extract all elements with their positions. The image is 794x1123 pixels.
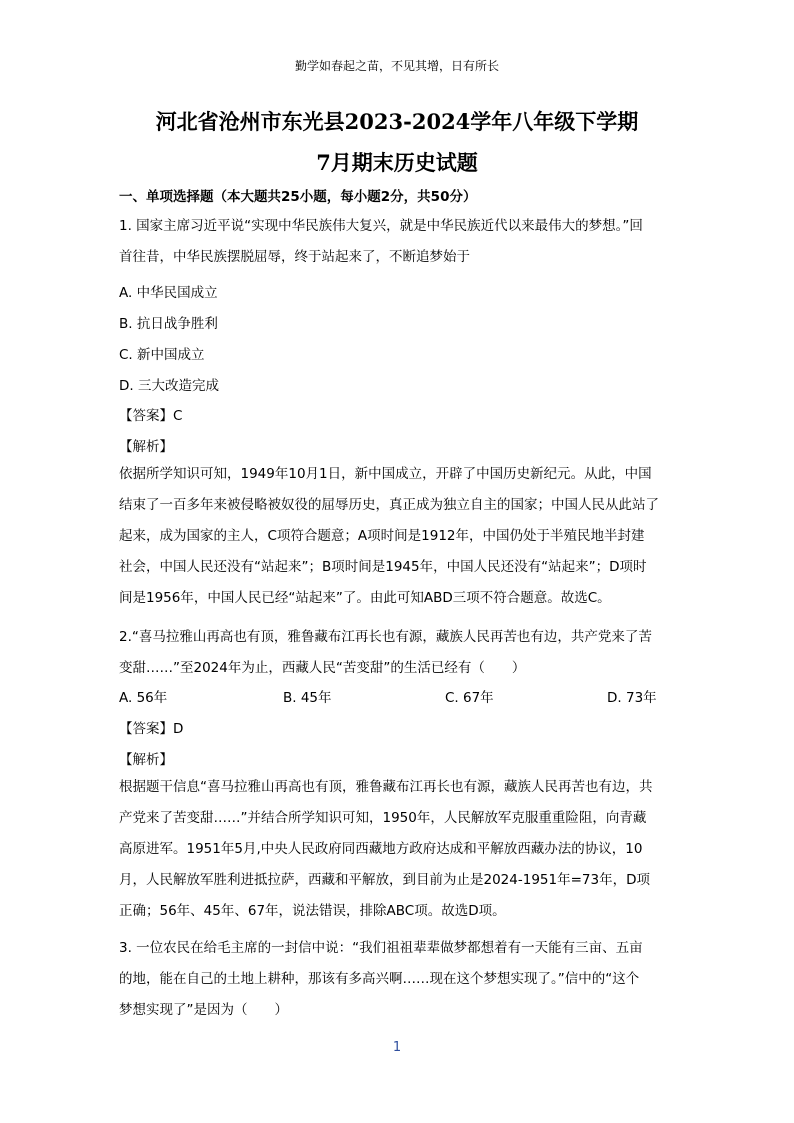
- question-3-stem-line: 的地，能在自己的土地上耕种，那该有多高兴啊……现在这个梦想实现了。”信中的“这个: [119, 971, 640, 987]
- question-3-stem-line: 3. 一位农民在给毛主席的一封信中说：“我们祖祖辈辈做梦都想着有一天能有三亩、五亩: [119, 940, 643, 956]
- question-3-stem-line: 梦想实现了”是因为（ ）: [119, 1002, 288, 1018]
- analysis-line: 根据题干信息“喜马拉雅山再高也有顶，雅鲁藏布江再长也有源，藏族人民再苦也有边，共: [119, 779, 653, 795]
- analysis-line: 高原进军。1951年5月,中央人民政府同西藏地方政府达成和平解放西藏办法的协议，10: [119, 841, 643, 857]
- question-1-option-b: B. 抗日战争胜利: [119, 316, 218, 332]
- analysis-line: 社会，中国人民还没有“站起来”；B项时间是1945年，中国人民还没有“站起来”；D项时: [119, 559, 647, 575]
- question-1-stem-line: 首往昔，中华民族摆脱屈辱，终于站起来了，不断追梦始于: [119, 249, 470, 265]
- question-1-stem: [119, 211, 679, 273]
- page-header-motto: 勤学如春起之苗，不见其增，日有所长: [294, 59, 499, 73]
- question-2-stem: [119, 622, 679, 684]
- question-2-option-a: A. 56年: [119, 690, 168, 706]
- question-1-option-a: A. 中华民国成立: [119, 285, 218, 301]
- question-2-stem-line: 变甜……”至2024年为止，西藏人民“苦变甜”的生活已经有（ ）: [119, 660, 526, 676]
- question-1-analysis-label: 【解析】: [119, 439, 173, 455]
- question-2-option-d: D. 73年: [607, 690, 657, 706]
- question-1-stem-line: 1. 国家主席习近平说“实现中华民族伟大复兴，就是中华民族近代以来最伟大的梦想。”回: [119, 218, 643, 234]
- question-1-option-c: C. 新中国成立: [119, 347, 205, 363]
- question-3-stem: [119, 933, 679, 1026]
- analysis-line: 结束了一百多年来被侵略被奴役的屈辱历史，真正成为独立自主的国家；中国人民从此站了: [119, 497, 659, 513]
- document-title-line2: 7月期末历史试题: [316, 150, 478, 175]
- question-2-option-b: B. 45年: [283, 690, 332, 706]
- question-1-analysis: [119, 459, 679, 614]
- section-heading: 一、单项选择题（本大题共25小题，每小题2分，共50分）: [119, 189, 477, 205]
- document-title-line1: 河北省沧州市东光县2023-2024学年八年级下学期: [155, 109, 639, 134]
- analysis-line: 月，人民解放军胜利进抵拉萨，西藏和平解放，到目前为止是2024-1951年=73年，D项: [119, 872, 650, 888]
- question-2-analysis: [119, 772, 679, 927]
- question-1-option-d: D. 三大改造完成: [119, 378, 219, 394]
- question-2-option-c: C. 67年: [445, 690, 494, 706]
- analysis-line: 产党来了苦变甜……”并结合所学知识可知，1950年，人民解放军克服重重险阻，向青藏: [119, 810, 647, 826]
- analysis-line: 依据所学知识可知，1949年10月1日，新中国成立，开辟了中国历史新纪元。从此，中国: [119, 466, 652, 482]
- analysis-line: 间是1956年，中国人民已经“站起来”了。由此可知ABD三项不符合题意。故选C。: [119, 590, 611, 606]
- question-2-analysis-label: 【解析】: [119, 752, 173, 768]
- question-2-stem-line: 2.“喜马拉雅山再高也有顶，雅鲁藏布江再长也有源，藏族人民再苦也有边，共产党来了苦: [119, 629, 652, 645]
- analysis-line: 起来，成为国家的主人，C项符合题意；A项时间是1912年，中国仍处于半殖民地半封建: [119, 528, 645, 544]
- question-2-answer: 【答案】D: [119, 721, 184, 737]
- analysis-line: 正确；56年、45年、67年，说法错误，排除ABC项。故选D项。: [119, 903, 506, 919]
- page-number: 1: [392, 1040, 402, 1055]
- question-1-answer: 【答案】C: [119, 408, 183, 424]
